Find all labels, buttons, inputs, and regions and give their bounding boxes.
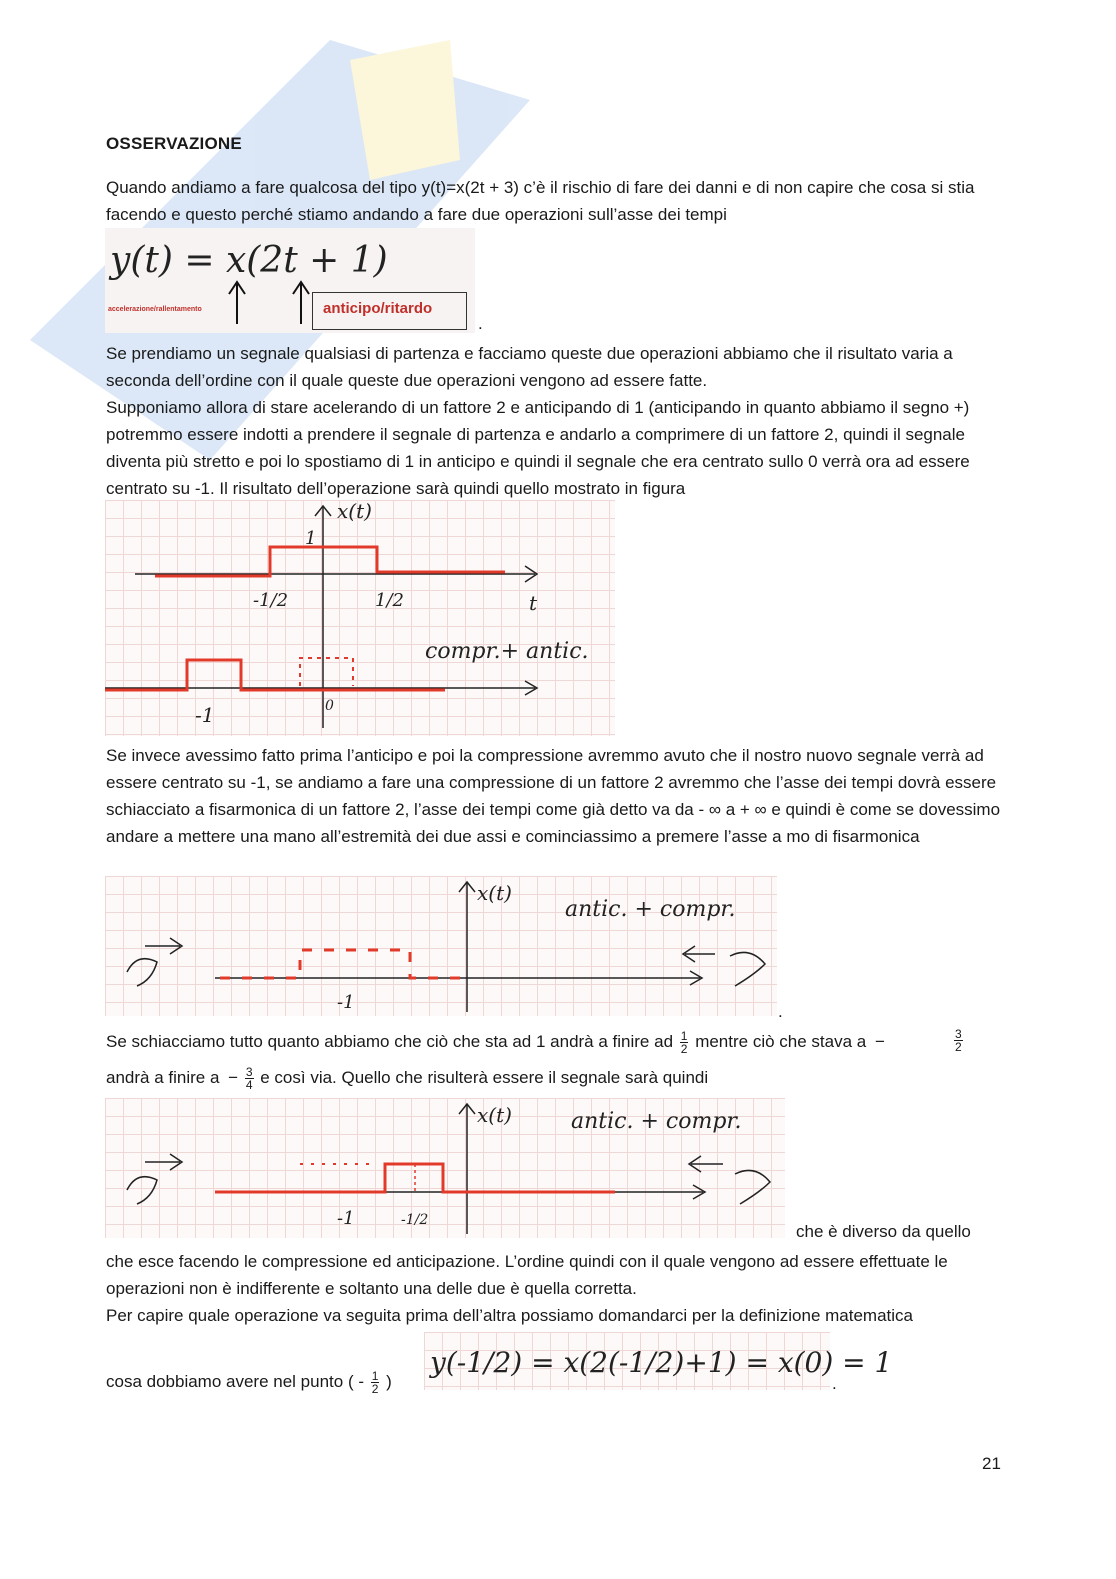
fig4-tick-minus-one: -1 — [337, 1208, 355, 1229]
hand-arrow-right-icon-2 — [145, 1154, 182, 1170]
right-hand-icon — [730, 952, 765, 986]
paragraph-4: Se invece avessimo fatto prima l’anticipo e poi la compressione avremmo avuto che il nostro nuovo segnale verrà ad essere centrato su -1, se andiamo a fare una compressione di un fattore 2 avremmo che l’asse dei tempi dovrà essere schiacciato a fisarmonica di un fattore 2, l’asse dei tempi come già detto va da - ∞ a + ∞ e quindi è come se dovessimo andare a mettere una mano all’estremità dei due assi e cominciassimo a premere l’asse a mo di fisarmonica — [106, 746, 1001, 846]
hand-arrow-left-icon — [683, 946, 715, 962]
figure-shift-then-compress-before — [105, 876, 777, 1016]
paragraph-5-line-2: andrà a finire a − $\frac{3}{4}$ e così via. Quello che risulterà essere il segnale sarà quindi — [106, 1065, 709, 1092]
fig2-tick-pos-half: 1/2 — [375, 590, 404, 611]
fig3-caption: antic. + compr. — [565, 897, 736, 922]
figure-3-plot — [105, 876, 777, 1016]
fig3-tick-minus-one: -1 — [337, 992, 355, 1013]
right-hand-icon-2 — [735, 1170, 770, 1204]
paragraph-8: cosa dobbiamo avere nel punto ( - $\frac{1}{2}$ ) — [106, 1369, 392, 1396]
left-hand-icon — [127, 959, 157, 986]
fig2-caption: compr.+ antic. — [425, 639, 589, 664]
figure-shift-then-compress-result — [105, 1098, 785, 1238]
fig4-ylabel: x(t) — [477, 1103, 512, 1127]
fig2-amplitude: 1 — [305, 528, 317, 549]
figure-evaluation-formula — [424, 1332, 893, 1390]
fraction-three-halves: $\frac{3}{2}$ — [955, 1027, 962, 1054]
fig4-caption: antic. + compr. — [571, 1109, 742, 1134]
paragraph-5-line-1: Se schiacciamo tutto quanto abbiamo che ciò che sta ad 1 andrà a finire ad $\frac{1}{2}$ mentre ciò che stava a − — [106, 1029, 885, 1056]
section-heading: OSSERVAZIONE — [106, 134, 242, 153]
paragraph-6-start: che è diverso da quello — [796, 1222, 971, 1241]
paragraph-2: Se prendiamo un segnale qualsiasi di partenza e facciamo queste due operazioni abbiamo che il risultato varia a seconda dell’ordine con il quale queste due operazioni vengono ad essere fatte. — [106, 344, 953, 390]
left-hand-icon-2 — [127, 1177, 157, 1204]
label-anticipation-box: anticipo/ritardo — [312, 292, 467, 330]
label-acceleration: accelerazione/rallentamento — [108, 306, 202, 313]
hand-arrow-right-icon — [145, 938, 182, 954]
evaluation-formula-text: y(-1/2) = x(2(-1/2)+1) = x(0) = 1 — [430, 1346, 893, 1379]
fig2-tick-neg-half: -1/2 — [253, 590, 289, 611]
paragraph-6: che esce facendo le compressione ed anticipazione. L’ordine quindi con il quale vengono ad essere effettuate le operazioni non è indifferente e soltanto una delle due è quella corretta. — [106, 1252, 948, 1298]
fig2-tick-zero: 0 — [325, 698, 334, 714]
fig2-xlabel: t — [529, 591, 538, 615]
page-number: 21 — [982, 1454, 1001, 1473]
fig2-ylabel: x(t) — [337, 499, 372, 523]
paragraph-7: Per capire quale operazione va seguita prima dell’altra possiamo domandarci per la definizione matematica — [106, 1306, 913, 1325]
fraction-one-half: $\frac{1}{2}$ — [680, 1029, 688, 1056]
figure-2-plot — [105, 500, 615, 736]
paragraph-3: Supponiamo allora di stare acelerando di un fattore 2 e anticipando di 1 (anticipando in quanto abbiamo il segno +) potremmo essere indotti a prendere il segnale di partenza e andarlo a comprimere di un fattore 2, quindi il segnale diventa più stretto e poi lo spostiamo di 1 in anticipo e quindi il segnale che era centrato sullo 0 verrà ora ad essere centrato su -1. Il risultato dell’operazione sarà quindi quello mostrato in figura — [106, 398, 970, 498]
fig4-tick-minus-half: -1/2 — [401, 1212, 429, 1228]
hand-arrow-left-icon-2 — [689, 1156, 723, 1172]
figure-compress-then-shift — [105, 500, 615, 736]
formula-text: y(t) = x(2t + 1) — [110, 240, 388, 281]
paragraph-1: Quando andiamo a fare qualcosa del tipo y(t)=x(2t + 3) c’è il rischio di fare dei danni e di non capire che cosa si stia facendo e questo perché stiamo andando a fare due operazioni sull’asse dei tempi — [106, 178, 975, 224]
figure-4-plot — [105, 1098, 785, 1238]
fig3-ylabel: x(t) — [477, 881, 512, 905]
fig2-tick-minus-one: -1 — [195, 703, 215, 727]
page: OSSERVAZIONE Quando andiamo a fare qualcosa del tipo y(t)=x(2t + 3) c’è il rischio di fare dei danni e di non capire che cosa si stia facendo e questo perché stiamo andando a fare due operazioni sull’asse dei tempi y(t) = x(2t + 1) accelerazione/rallentamento anticipo/ritardo . Se prendiamo un segnale qualsiasi di partenza e facciamo queste due operazioni abbiamo che il risultato varia a seconda dell’ordine con il quale queste due operazioni vengono ad essere fatte. Supponiamo allora di stare acelerando di un fattore 2 e anticipando di 1 (anticipando in quanto abbiamo il segno +) potremmo essere indotti a prendere il segnale di partenza e andarlo a comprimere di un fattore 2, quindi il segnale diventa più stretto e poi lo spostiamo di 1 in anticipo e quindi il segnale che era centrato sullo 0 verrà ora ad essere centrato su -1. Il risultato dell’operazione sarà quindi quello mostrato in figura x(t) 1 -1/2 1/2 t compr.+ antic. -1 0 Se invece avessimo fatto prima l’anticipo e poi la compressione avremmo avuto che il nostro nuovo segnale verrà ad essere centrato su -1, se andiamo a fare una compressione di un fattore 2 avremmo che l’asse dei tempi dovrà essere schiacciato a fisarmonica di un fattore 2, l’asse dei tempi come già detto va da - ∞ a + ∞ e quindi è come se dovessimo andare a mettere una mano all’estremità dei due assi e cominciassimo a premere l’asse a mo di fisarmonica x(t) antic. + compr. -1 . Se schiacciamo tutto quanto abbiamo che ciò che sta ad 1 andrà a finire ad $\frac{1}{2}$ mentre ciò che stava a − $\frac{3}{2}$ andrà a finire a − $\frac{3}{4}$ e così via. Quello che risulterà essere il segnale sarà quindi x(t) antic. + compr. -1 -1/2 che è diverso da quello che esce facendo le compressione ed anticipazione. L’ordine quindi con il quale vengono ad essere effettuate le operazioni non è indifferente e soltanto una delle due è quella corretta. Per capire quale operazione va seguita prima dell’altra possiamo domandarci per la definizione matematica cosa dobbiamo avere nel punto ( - $\frac{1}{2}$ ) y(-1/2) = x(2(-1/2)+1) = x(0) = 1 . 21 — [0, 0, 1116, 1579]
fraction-three-quarters: $\frac{3}{4}$ — [245, 1065, 253, 1092]
fraction-one-half-2: $\frac{1}{2}$ — [371, 1369, 379, 1396]
fraction-three-halves-wrap — [952, 1028, 965, 1053]
figure-5-plot — [424, 1332, 893, 1390]
